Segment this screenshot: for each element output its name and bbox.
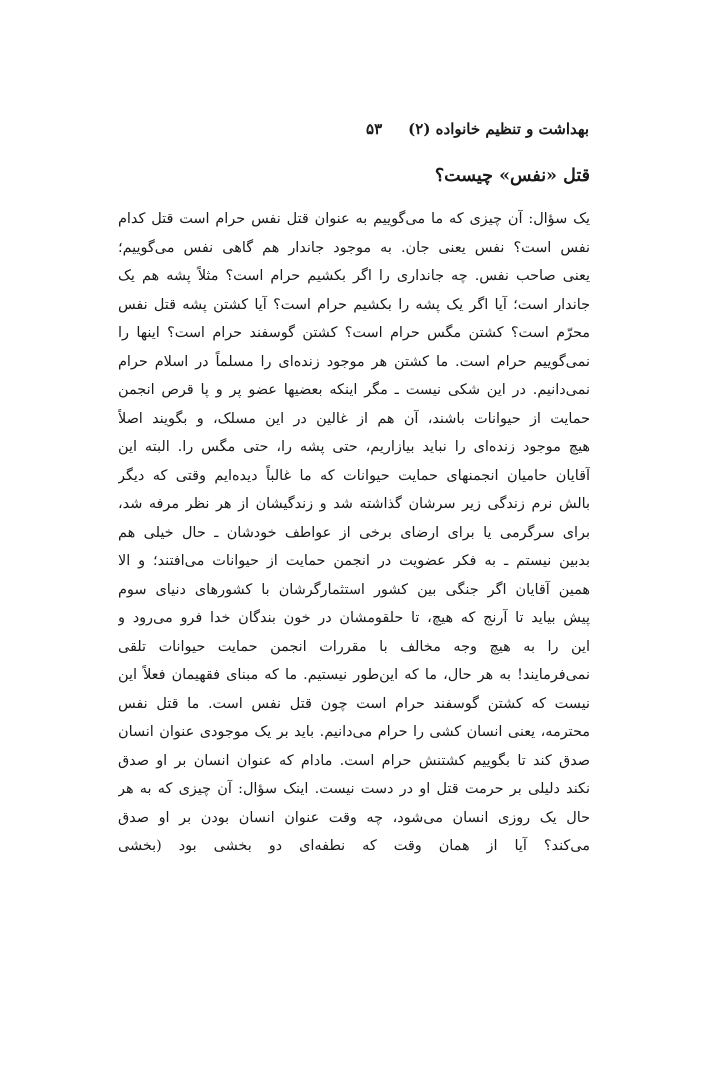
text-line: برای سرگرمی یا برای ارضای برخی از عواطف خودشان ـ حال خیلی هم — [118, 524, 590, 541]
text-line: همین آقایان اگر جنگی بین کشور استثمارگرشان با کشورهای دنیای سوم — [118, 581, 590, 598]
running-header-title: بهداشت و تنظیم خانواده (۲) — [408, 120, 589, 138]
text-line: آقایان حامیان انجمنهای حمایت حیوانات که ما غالباً دیده‌ایم وقتی که دیگر — [118, 467, 590, 484]
text-line: حمایت از حیوانات باشند، آن هم از غالین در این مسلک، و بگویند اصلاً — [118, 410, 590, 427]
text-line: نیست که کشتن گوسفند حرام است چون قتل نفس است. ما قتل نفس — [118, 695, 590, 712]
text-line: پیش بیاید تا آرنج که هیچ، تا حلقومشان در خون بندگان خدا فرو می‌رود و — [118, 610, 590, 626]
running-header — [366, 120, 589, 138]
section-heading: قتل «نفس» چیست؟ — [434, 166, 590, 186]
text-line: می‌کند؟ آیا از همان وقت که نطفه‌ای دو بخشی بود (بخشی — [118, 838, 590, 854]
text-line: یک سؤال: آن چیزی که ما می‌گوییم به عنوان قتل نفس حرام است قتل کدام — [118, 211, 590, 227]
text-line: نکند دلیلی بر حرمت قتل او در دست نیست. اینک سؤال: آن چیزی که به هر — [118, 781, 590, 797]
text-line: یعنی صاحب نفس. چه جانداری را اگر بکشیم حرام است؟ مثلاً پشه هم یک — [118, 268, 590, 284]
text-line: نمی‌دانیم. در این شکی نیست ـ مگر اینکه بعضیها عضو پر و پا قرص انجمن — [118, 382, 590, 398]
text-line: هیچ موجود زنده‌ای را نباید بیازاریم، حتی پشه را، حتی مگس را. البته این — [118, 439, 590, 455]
body-paragraph — [118, 205, 590, 861]
text-line: محترمه، یعنی انسان کشی را حرام می‌دانیم. باید بر یک موجودی عنوان انسان — [118, 724, 590, 740]
text-line: این را به هیچ وجه مخالف با مقررات انجمن حمایت حیوانات تلقی — [118, 638, 590, 655]
text-line: جاندار است؛ آیا اگر یک پشه را بکشیم حرام است؟ آیا کشتن پشه قتل نفس — [118, 296, 590, 313]
text-line: نمی‌فرمایند! به هر حال، ما که این‌طور نیستیم. ما که مبنای فقهیمان فعلاً این — [118, 667, 590, 683]
text-line: صدق کند تا بگوییم کشتنش حرام است. مادام که عنوان انسان بر او صدق — [118, 752, 590, 769]
text-line: محرّم است؟ کشتن مگس حرام است؟ کشتن گوسفند حرام است؟ اینها را — [118, 325, 590, 341]
text-line: نمی‌گوییم حرام است. ما کشتن هر موجود زنده‌ای را مسلماً در اسلام حرام — [118, 353, 590, 370]
text-line: بالش نرم زندگی زیر سرشان گذاشته شد و زندگیشان از هر نظر مرفه شد، — [118, 496, 590, 512]
page-number: ۵۳ — [366, 120, 383, 138]
text-line: حال یک روزی انسان می‌شود، چه وقت عنوان انسان بودن بر او صدق — [118, 809, 590, 826]
text-line: بدبین نیستم ـ به فکر عضویت در انجمن حمایت از حیوانات می‌افتند؛ و الا — [118, 553, 590, 569]
text-line: نفس است؟ نفس یعنی جان. به موجود جاندار هم گاهی نفس می‌گوییم؛ — [118, 239, 590, 256]
